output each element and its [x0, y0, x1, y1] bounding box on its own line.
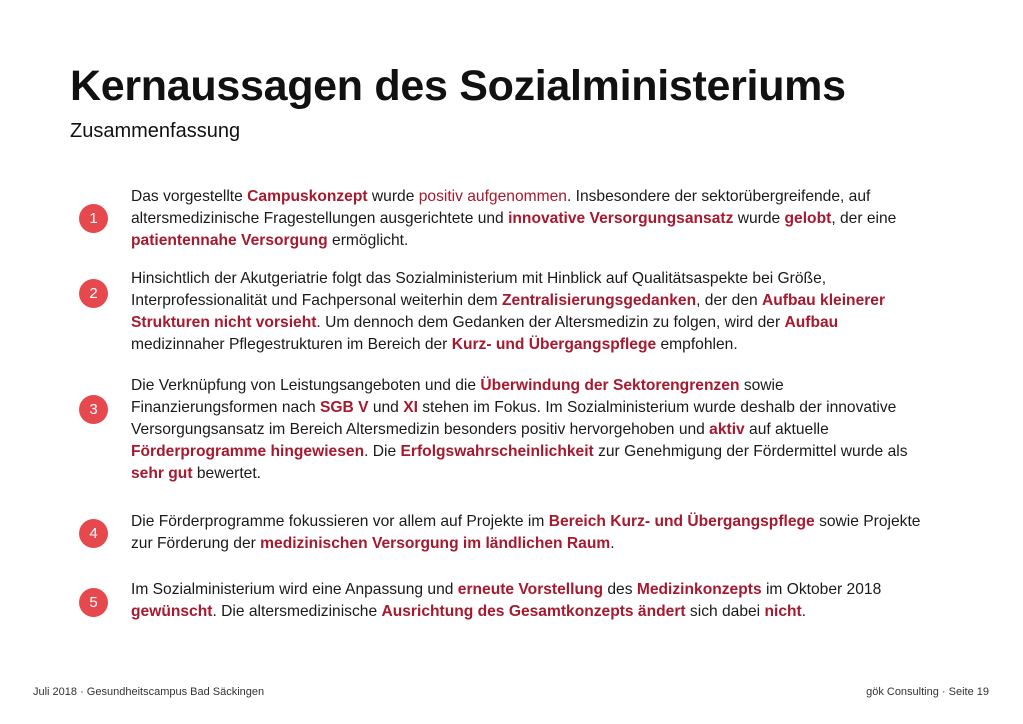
highlighted-text: Zentralisierungsgedanken: [502, 292, 697, 309]
number-badge: 2: [79, 279, 108, 308]
page-title: Kernaussagen des Sozialministeriums: [70, 62, 846, 110]
highlighted-text: Kurz- und Übergangspflege: [451, 336, 657, 353]
highlighted-text: Überwindung der Sektorengrenzen: [480, 377, 740, 394]
body-text: stehen im Fokus. Im Sozialministerium wurde deshalb der innovative Versorgungsansatz im Bereich Altersmedizin besonders positiv hervorgehoben und: [131, 399, 897, 438]
body-text: Die Förderprogramme fokussieren vor allem auf Projekte im: [131, 513, 549, 530]
statement-text: [131, 511, 931, 555]
highlighted-text: aktiv: [709, 421, 745, 438]
body-text: im Oktober 2018: [761, 581, 882, 598]
page-subtitle: Zusammenfassung: [70, 120, 241, 142]
highlighted-text: Campuskonzept: [247, 188, 368, 205]
highlighted-text: Ausrichtung des Gesamtkonzepts ändert: [381, 603, 686, 620]
body-text: .: [801, 603, 807, 620]
body-text: und: [368, 399, 404, 416]
body-text: Das vorgestellte: [131, 188, 248, 205]
body-text: sich dabei: [685, 603, 765, 620]
number-badge: 3: [79, 395, 108, 424]
highlighted-text: XI: [403, 399, 418, 416]
body-text: . Die: [364, 443, 401, 460]
body-text: sowie Finanzierungsformen nach: [131, 377, 784, 416]
body-text: , der eine: [831, 210, 897, 227]
body-text: . Die altersmedizinische: [212, 603, 382, 620]
body-text: Hinsichtlich der Akutgeriatrie folgt das Sozialministerium mit Hinblick auf Qualitätsaspekte bei Größe, Interprofessionalität und Fachpersonal weiterhin dem: [131, 270, 827, 309]
body-text: ermöglicht.: [327, 232, 409, 249]
highlighted-text: Erfolgswahrscheinlichkeit: [400, 443, 594, 460]
body-text: auf aktuelle: [744, 421, 829, 438]
statement-text: [131, 579, 931, 623]
highlighted-text: nicht: [764, 603, 802, 620]
body-text: Im Sozialministerium wird eine Anpassung und: [131, 581, 458, 598]
body-text: des: [603, 581, 637, 598]
footer-company-page: gök Consulting · Seite 19: [866, 686, 989, 698]
highlighted-text: Bereich Kurz- und Übergangspflege: [548, 513, 815, 530]
highlighted-text: Aufbau: [784, 314, 839, 331]
highlighted-text: Förderprogramme hingewiesen: [131, 443, 365, 460]
number-badge: 1: [79, 204, 108, 233]
highlighted-text: medizinischen Versorgung im ländlichen Raum: [260, 535, 611, 552]
body-text: . Insbesondere der sektorübergreifende, auf altersmedizinische Fragestellungen ausgerichtete und: [131, 188, 871, 227]
body-text: zur Genehmigung der Fördermittel wurde als: [593, 443, 908, 460]
highlighted-text: Aufbau kleinerer Strukturen nicht vorsieht: [131, 292, 886, 331]
body-text: wurde: [367, 188, 419, 205]
body-text: bewertet.: [192, 465, 261, 482]
highlighted-text: Medizinkonzepts: [636, 581, 762, 598]
accent-text: positiv aufgenommen: [418, 188, 567, 205]
body-text: Die Verknüpfung von Leistungsangeboten und die: [131, 377, 481, 394]
body-text: sowie Projekte zur Förderung der: [131, 513, 921, 552]
highlighted-text: innovative Versorgungsansatz: [508, 210, 734, 227]
body-text: . Um dennoch dem Gedanken der Altersmedizin zu folgen, wird der: [316, 314, 785, 331]
statement-text: [131, 375, 931, 485]
highlighted-text: gewünscht: [131, 603, 213, 620]
highlighted-text: SGB V: [319, 399, 369, 416]
body-text: wurde: [733, 210, 785, 227]
highlighted-text: sehr gut: [131, 465, 193, 482]
number-badge: 5: [79, 588, 108, 617]
highlighted-text: gelobt: [784, 210, 832, 227]
number-badge: 4: [79, 519, 108, 548]
statement-text: [131, 268, 931, 356]
statement-text: [131, 186, 931, 252]
body-text: , der den: [696, 292, 762, 309]
body-text: .: [610, 535, 615, 552]
highlighted-text: patientennahe Versorgung: [131, 232, 328, 249]
highlighted-text: erneute Vorstellung: [457, 581, 604, 598]
body-text: empfohlen.: [656, 336, 738, 353]
body-text: medizinnaher Pflegestrukturen im Bereich der: [131, 336, 452, 353]
footer-date-project: Juli 2018 · Gesundheitscampus Bad Säckingen: [33, 686, 265, 698]
